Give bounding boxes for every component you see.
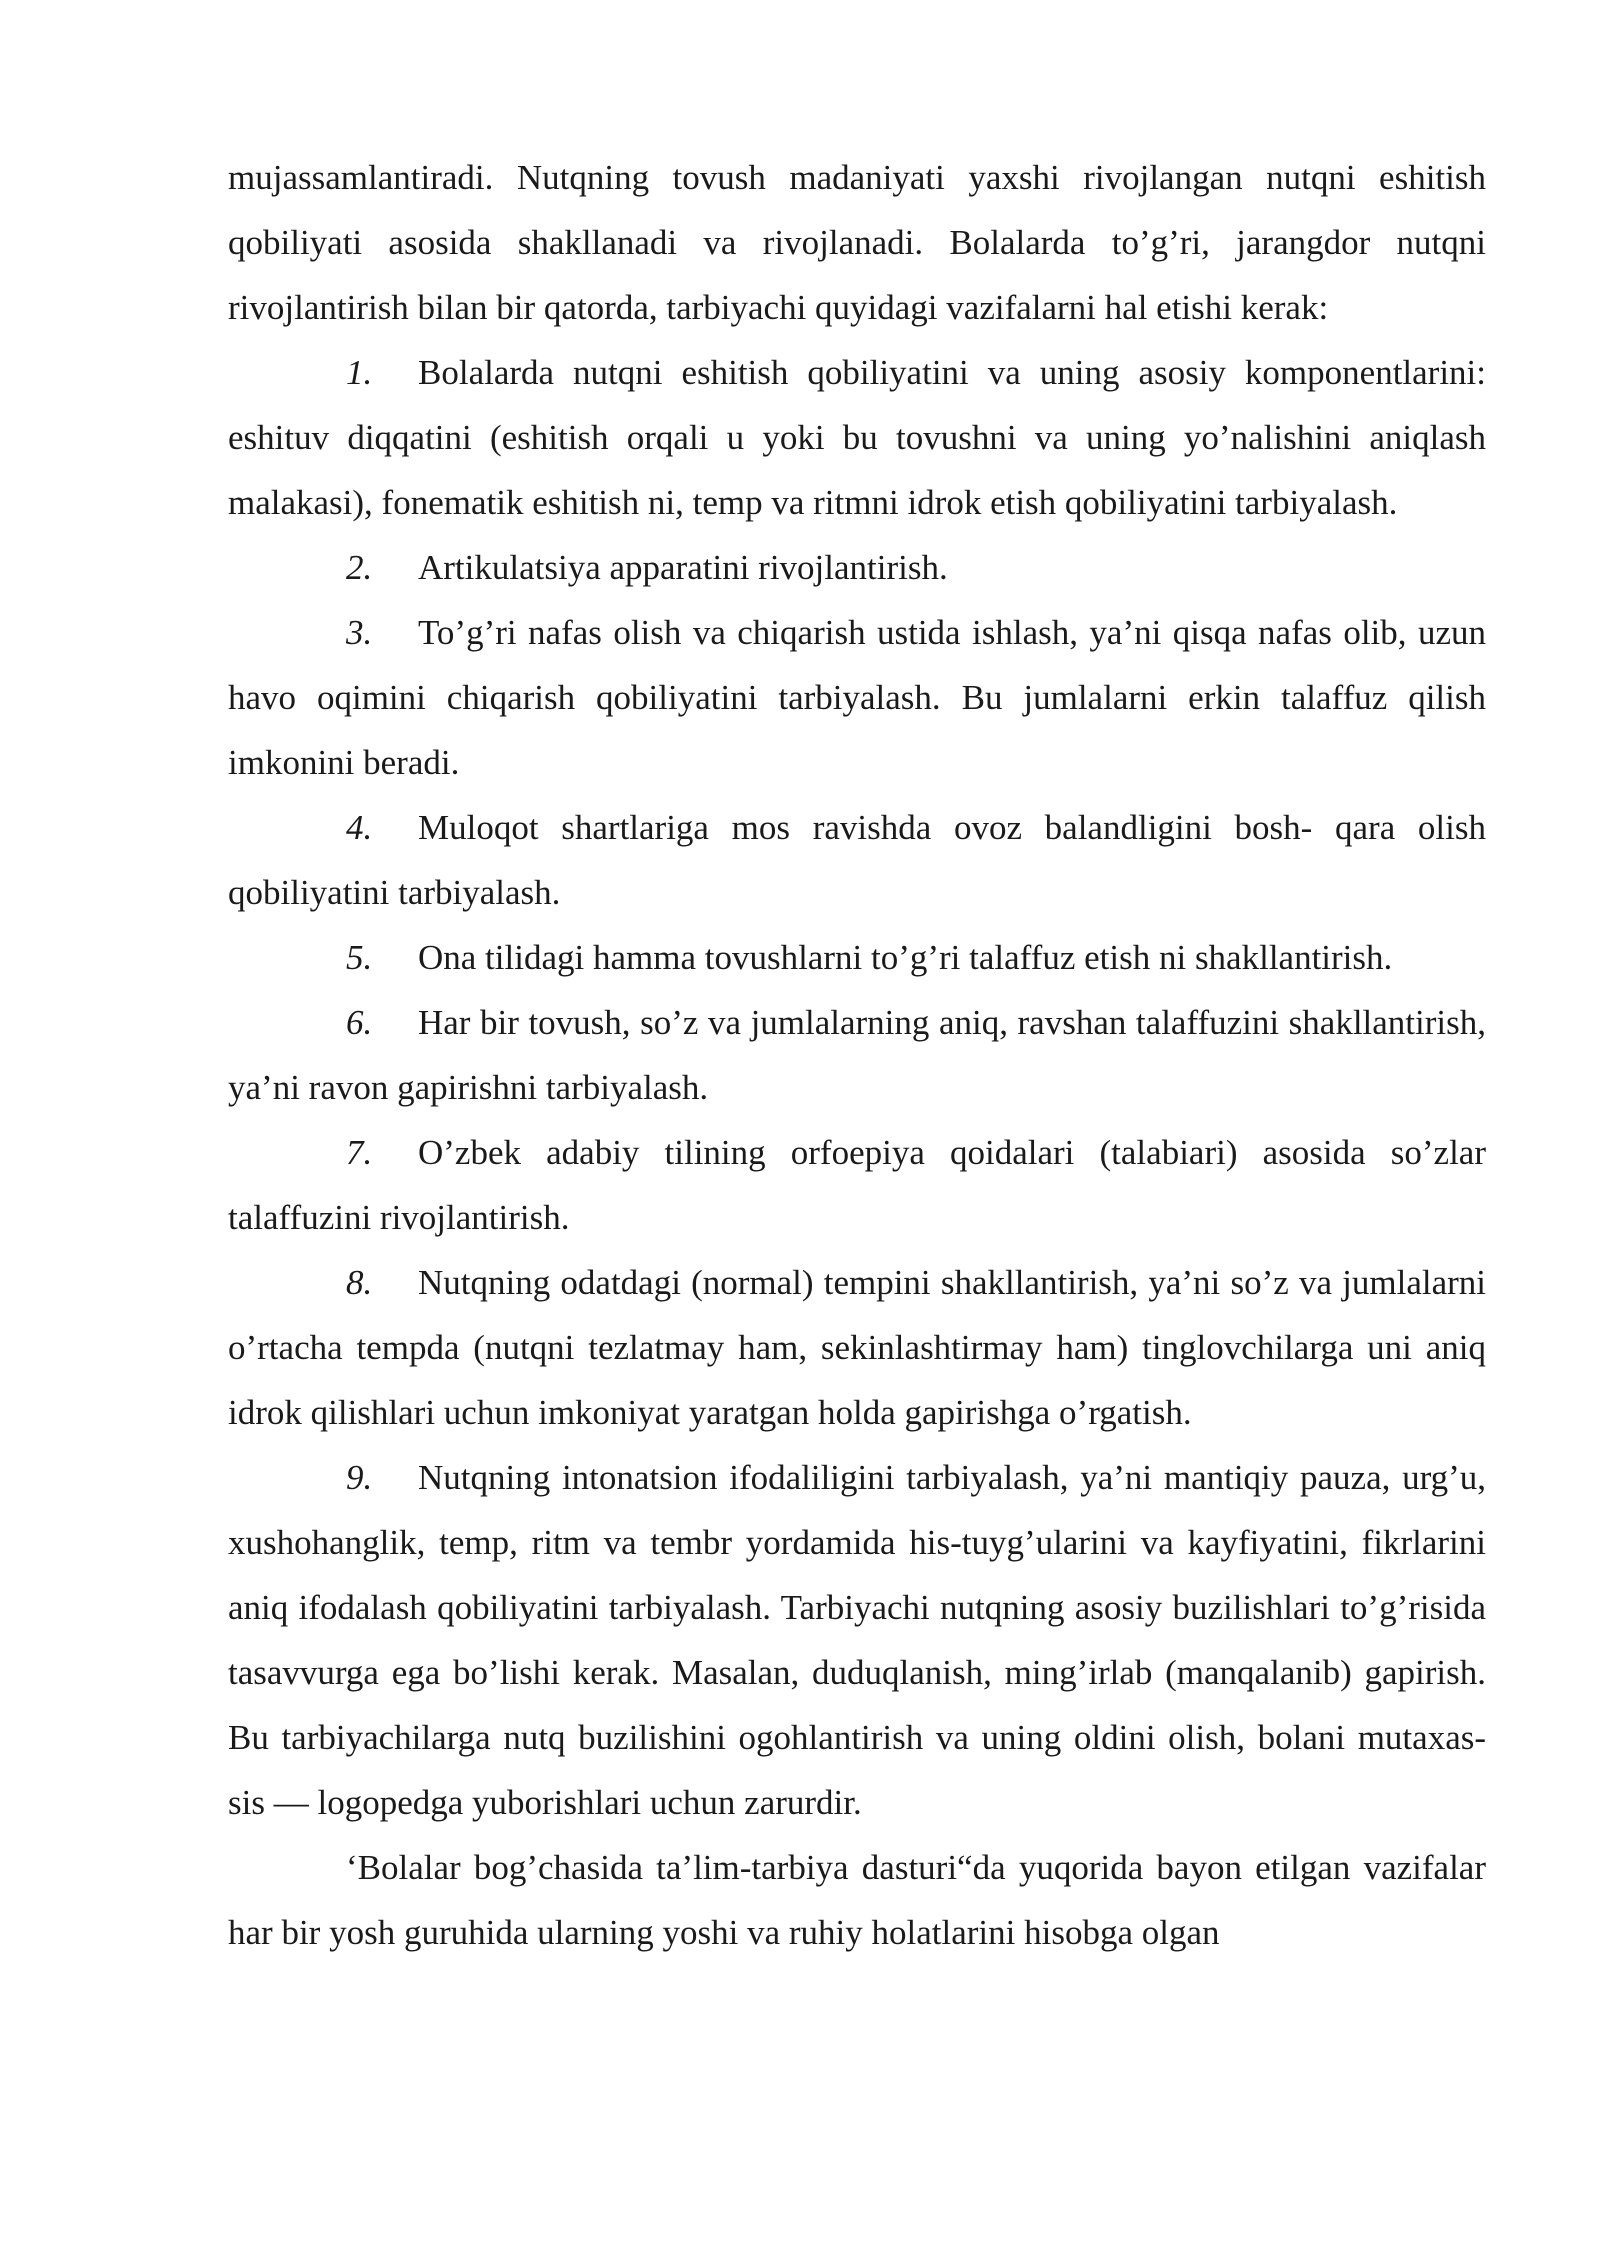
list-item-text: Muloqot shartlariga mos ravishda ovoz balandligini bosh- qara olish qobiliyatini tarbiyalash. xyxy=(228,808,1486,912)
list-item-text: To’g’ri nafas olish va chiqarish ustida ishlash, ya’ni qisqa nafas olib, uzun havo oqimini chiqarish qobiliyatini tarbiyalash. Bu jumlalarni erkin talaffuz qilish imkonini beradi. xyxy=(228,613,1486,782)
list-item-text: Bolalarda nutqni eshitish qobiliyatini va uning asosiy komponentlarini: eshituv diqqatini (eshitish orqali u yoki bu tovushni va uning yo’nalishini aniqlash malakasi), fonematik eshitish ni, temp va ritmni idrok etish qobiliyatini tarbiyalash. xyxy=(228,353,1486,522)
list-item-9 xyxy=(228,1445,1486,1835)
list-item-number: 1. xyxy=(346,353,373,392)
list-item-6 xyxy=(228,990,1486,1120)
list-item-number: 9. xyxy=(346,1458,373,1497)
list-item-number: 6. xyxy=(346,1003,373,1042)
list-item-number: 8. xyxy=(346,1263,373,1302)
list-item-7 xyxy=(228,1120,1486,1250)
list-item-5 xyxy=(228,925,1486,990)
list-item-text: Nutqning intonatsion ifodaliligini tarbiyalash, ya’ni mantiqiy pauza, urg’u, xushohanglik, temp, ritm va tembr yordamida his-tuyg’ularini va kayfiyatini, fikrlarini aniq ifodalash qobiliyatini tarbiyalash. Tarbiyachi nutqning asosiy buzilishlari to’g’risida tasavvurga ega bo’lishi kerak. Masalan, duduqlanish, ming’irlab (manqalanib) gapirish. Bu tarbiyachilarga nutq buzilishini ogohlantirish va uning oldini olish, bolani mutaxas- sis — logopedga yuborishlari uchun zarurdir. xyxy=(228,1458,1486,1822)
list-item-text: Artikulatsiya apparatini rivojlantirish. xyxy=(418,548,948,587)
list-item-number: 5. xyxy=(346,938,373,977)
list-item-1 xyxy=(228,340,1486,535)
list-item-number: 3. xyxy=(346,613,373,652)
list-item-text: Har bir tovush, so’z va jumlalarning aniq, ravshan talaffuzini shakllantirish, ya’ni ravon gapirishni tarbiyalash. xyxy=(228,1003,1486,1107)
list-item-3 xyxy=(228,600,1486,795)
list-item-2 xyxy=(228,535,1486,600)
intro-paragraph: mujassamlantiradi. Nutqning tovush madaniyati yaxshi rivojlangan nutqni eshitish qobiliyati asosida shakllanadi va rivojlanadi. Bolalarda to’g’ri, jarangdor nutqni rivojlantirish bilan bir qatorda, tarbiyachi quyidagi vazifalarni hal etishi kerak: xyxy=(228,158,1486,327)
document-page xyxy=(228,145,1486,1965)
list-item-text: O’zbek adabiy tilining orfoepiya qoidalari (talabiari) asosida so’zlar talaffuzini rivojlantirish. xyxy=(228,1133,1486,1237)
list-item-8 xyxy=(228,1250,1486,1445)
list-item-4 xyxy=(228,795,1486,925)
list-item-text: Nutqning odatdagi (normal) tempini shakllantirish, ya’ni so’z va jumlalarni o’rtacha tempda (nutqni tezlatmay ham, sekinlashtirmay ham) tinglovchilarga uni aniq idrok qilishlari uchun imkoniyat yaratgan holda gapirishga o’rgatish. xyxy=(228,1263,1486,1432)
list-item-number: 4. xyxy=(346,808,373,847)
list-item-number: 7. xyxy=(346,1133,373,1172)
closing-paragraph: ‘Bolalar bog’chasida ta’lim-tarbiya dasturi“da yuqorida bayon etilgan vazifalar har bir yosh guruhida ularning yoshi va ruhiy holatlarini hisobga olgan xyxy=(228,1848,1486,1952)
list-item-number: 2. xyxy=(346,548,373,587)
list-item-text: Ona tilidagi hamma tovushlarni to’g’ri talaffuz etish ni shakllantirish. xyxy=(418,938,1393,977)
